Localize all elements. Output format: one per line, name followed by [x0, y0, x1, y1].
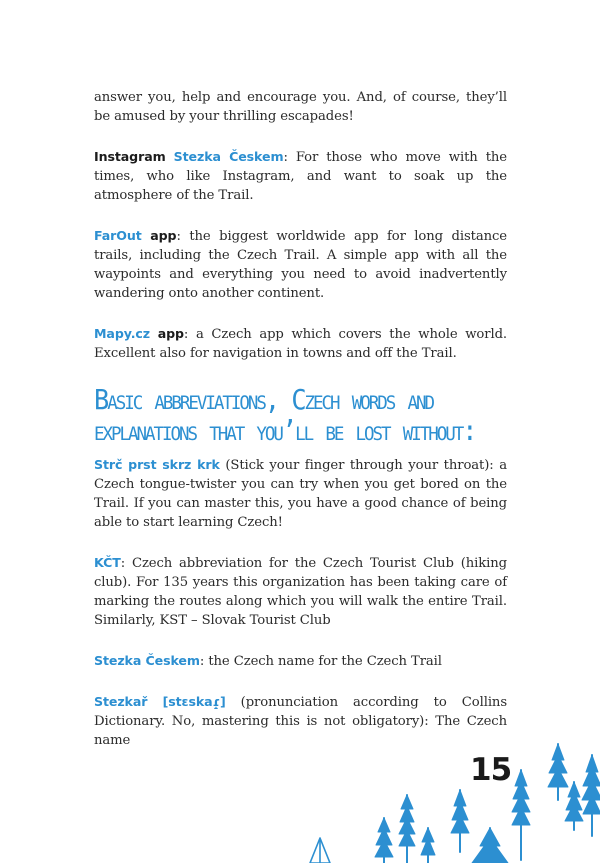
glossary-term: Strč prst skrz krk	[94, 457, 220, 472]
tree-icon	[565, 782, 583, 830]
resource-name: Stezka Českem	[173, 149, 284, 164]
paragraph-intro-end	[94, 88, 507, 126]
tree-icon	[399, 795, 415, 863]
resource-name: FarOut	[94, 228, 142, 243]
paragraph-instagram	[94, 147, 507, 205]
heading-line-2: explanations that you’ll be lost without:	[94, 415, 476, 447]
glossary-definition: (pronunciation according to Collins Dictionary. No, mastering this is not obligatory): The Czech name	[94, 695, 507, 748]
heading-line-1: Basic abbreviations, Czech words and	[94, 384, 433, 416]
glossary-definition: : Czech abbreviation for the Czech Tourist Club (hiking club). For 135 years this organization has been taking care of marking the routes along which you will walk the entire Trail. Similarly, KST – Slovak Tourist Club	[94, 556, 507, 628]
glossary-term: Stezka Českem	[94, 653, 200, 668]
glossary-entry-tongue-twister	[94, 455, 507, 532]
paragraph-text: answer you, help and encourage you. And, of course, they’ll be amused by your thrilling escapades!	[94, 90, 507, 124]
tree-icon	[548, 744, 568, 800]
tree-icon	[375, 818, 393, 863]
resource-description: : For those who move with the times, who like Instagram, and want to soak up the atmosphere of the Trail.	[94, 150, 507, 203]
glossary-term: Stezkař [stɛskaɾ̝]	[94, 694, 226, 709]
glossary-term: KČT	[94, 555, 121, 570]
glossary-entry-kct	[94, 553, 507, 630]
paragraph-farout	[94, 226, 507, 303]
tree-icon	[421, 828, 435, 863]
section-heading	[94, 385, 474, 447]
tree-icon	[582, 755, 600, 836]
tree-icon	[512, 770, 530, 860]
resource-label: app	[150, 228, 177, 243]
glossary-definition: (Stick your finger through your throat): a Czech tongue-twister you can try when you get bored on the Trail. If you can master this, you have a good chance of being able to start learning Czech!	[94, 458, 507, 530]
resource-name: Mapy.cz	[94, 326, 150, 341]
tree-icon	[472, 828, 508, 863]
tree-icon	[451, 790, 469, 852]
glossary-entry-stezkar	[94, 692, 507, 750]
page-content	[94, 88, 507, 771]
resource-label: app	[157, 326, 184, 341]
glossary-entry-stezka	[94, 651, 507, 671]
resource-label: Instagram	[94, 149, 166, 164]
page-number: 15	[470, 752, 512, 788]
resource-description: : the biggest worldwide app for long distance trails, including the Czech Trail. A simple app with all the waypoints and everything you need to avoid inadvertently wandering onto another continent.	[94, 229, 508, 301]
resource-description: : a Czech app which covers the whole world. Excellent also for navigation in towns and off the Trail.	[94, 327, 508, 361]
tree-icon	[310, 838, 330, 863]
glossary-definition: : the Czech name for the Czech Trail	[199, 654, 442, 669]
paragraph-mapy	[94, 324, 507, 363]
